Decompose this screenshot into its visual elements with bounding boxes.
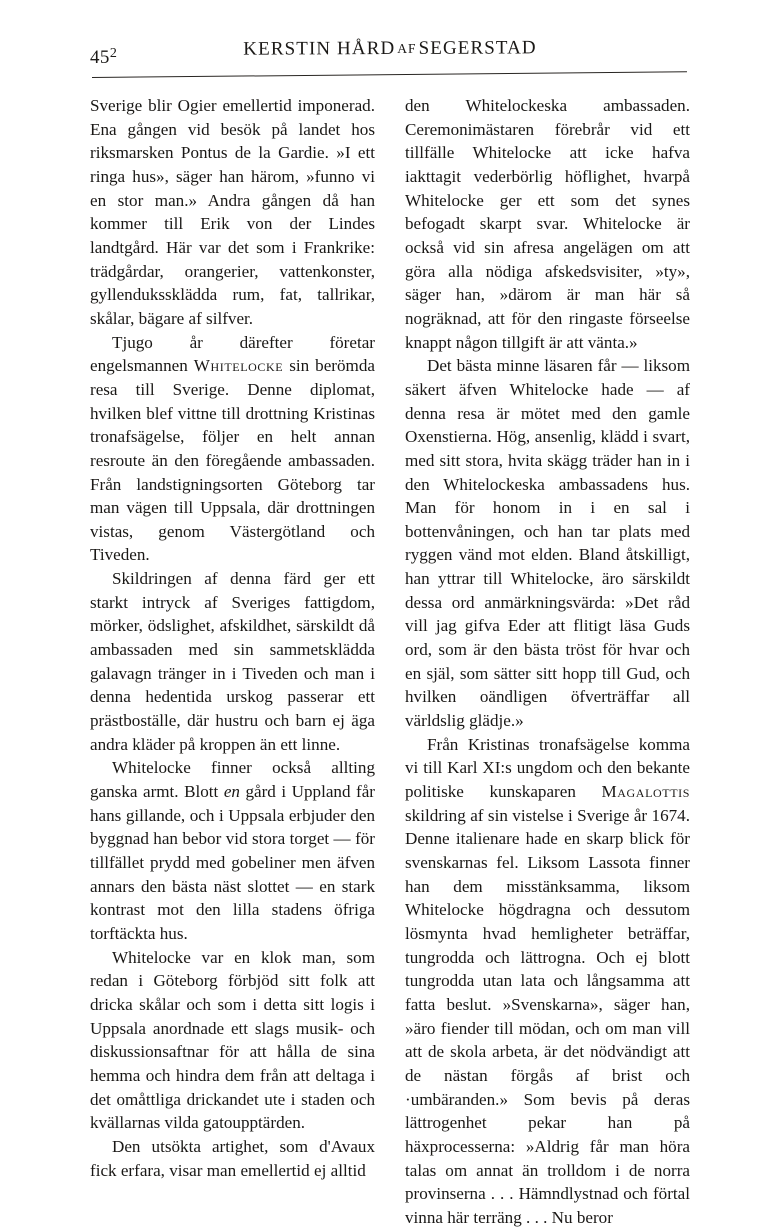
paragraph-text-post: sin berömda resa till Sverige. Denne diplomat, hvilken blef vittne till drottning Kristinas tronafsägelse, följer en helt annan resroute än den föregående ambassaden. Från landstigningsorten Göteborg tar man vägen till Uppsala, där drottningen vistas, genom Västergötland och Tiveden. — [90, 356, 375, 565]
paragraph-text-post: gård i Uppland får hans gillande, och i Uppsala erbjuder den byggnad han bebor vid stora torget — för tillfället prydd med gobeliner men äfven annars den bästa näst slottet — en stark kontrast mot den lilla stadens öfriga torftäckta hus. — [90, 782, 375, 943]
page-number-base: 45 — [90, 46, 110, 68]
paragraph-whitelocke-klok: Whitelocke var en klok man, som redan i Göteborg förbjöd sitt folk att dricka skålar och som i detta sitt logis i Uppsala anordnade ett slags musik- och diskussionsaftnar för att hålla de sina hemma och hindra dem från att deltaga i det omåttliga drickandet ute i staden och kvällarnas vilda gatoupptärden. — [90, 947, 375, 1133]
paragraph-text-post: skildring af sin vistelse i Sverige år 1674. Denne italienare hade en skarp blick för svenskarnas fel. Liksom Lassota finner han dem misstänksamma, liksom Whitelocke högdragna och dessutom lösmynta hvad hemligheter beträffar, tungrodda och lättrogna. Och ej blott tungrodda utan lata och långsamma att fatta beslut. »Svenskarna», säger han, »äro fiender till mödan, och om man vill att de skola arbeta, är det nödvändigt att de nästan förgås af brist och ·umbäranden.» Som bevis på deras lättrogenhet pekar han på häxprocesserna: »Aldrig får man höra talas om annat än trolldom i de norra provinserna . . . Hämndlystnad och förtal vinna här terräng . . . Nu beror — [405, 805, 690, 1227]
header-rule-divider — [92, 71, 687, 78]
paragraph-text-pre: Tjugo år därefter företar engelsmannen — [90, 332, 375, 376]
left-column — [90, 94, 375, 1230]
running-head-author-first: KERSTIN HÅRD — [243, 37, 396, 60]
paragraph-den-utsokta: Den utsökta artighet, som d'Avaux fick erfara, visar man emellertid ej alltid — [90, 1136, 375, 1180]
paragraph-whitelocke-finner — [90, 756, 375, 945]
paragraph-sverige-ogier: Sverige blir Ogier emellertid imponerad. Ena gången vid besök på landet hos riksmarsken Pontus de la Gardie. »I ett ringa hus», säger han härom, »funno vi en stor man.» Andra gången då han kommer till Erik von der Lindes landtgård. Här var det som i Frankrike: trädgårdar, orangerier, vattenkonster, gyllendukssklädda rum, fat, tallrikar, skålar, bägare af silfver. — [90, 96, 375, 328]
running-head — [90, 38, 690, 72]
running-head-title — [90, 37, 690, 62]
running-head-af: AF — [397, 40, 417, 56]
paragraph-tjugo-ar — [90, 331, 375, 568]
paragraph-text-pre: Från Kristinas tronafsägelse komma vi till Karl XI:s ungdom och den bekante politiske kunskaparen — [405, 734, 690, 802]
italic-word-en: en — [223, 782, 240, 802]
running-head-author-last: SEGERSTAD — [418, 37, 537, 59]
proper-name-whitelocke: Whitelocke — [193, 356, 284, 376]
paragraph-text-pre: Whitelocke finner också allting ganska armt. Blott — [90, 758, 375, 802]
right-column — [405, 94, 690, 1230]
page-number-raised-digit: 2 — [109, 46, 117, 61]
paragraph-den-whitelockeska: den Whitelockeska ambassaden. Ceremonimästaren förebrår vid ett tillfälle Whitelocke att icke hafva iakttagit vederbörlig höflighet, hvarpå Whitelocke ger ett som det synes befogadt skarpt svar. Whitelocke är också vid sin afresa angelägen om att göra alla nödiga afskedsvisiter, »ty», säger han, »därom är man här så nogräknad, att för den ringaste förseelse knappt någon tillgift är att vänta.» — [405, 96, 690, 352]
body-columns — [90, 94, 690, 1230]
paragraph-det-basta-minne: Det bästa minne läsaren får — liksom säkert äfven Whitelocke hade — af denna resa är mötet med den gamle Oxenstierna. Hög, ansenlig, klädd i svart, med sitt stora, hvita skägg träder han in i den Whitelockeska ambassadens hus. Man för honom in i en sal i bottenvåningen, och han tar plats med ryggen vänd mot elden. Bland åtskilligt, han yttrar till Whitelocke, äro särskildt dessa ord anmärkningsvärda: »Det råd vill jag gifva Eder att flitigt läsa Guds ord, som är den bästa tröst för hvar och en själ, som sätter sitt hopp till Gud, och hvilken oändligen öfverträffar all världslig glädje.» — [405, 356, 690, 731]
proper-name-magalottis: Magalottis — [601, 782, 690, 802]
paragraph-skildringen: Skildringen af denna färd ger ett starkt intryck af Sveriges fattigdom, mörker, ödslighet, afskildhet, särskildt då ambassaden med sin sammetsklädda galavagn tränger in i Tiveden och man i denna hedentida urskog passerar ett prästboställe, där hustru och barn ej äga andra kläder på kroppen än ett linne. — [90, 569, 375, 754]
paragraph-fran-kristinas — [405, 733, 690, 1230]
